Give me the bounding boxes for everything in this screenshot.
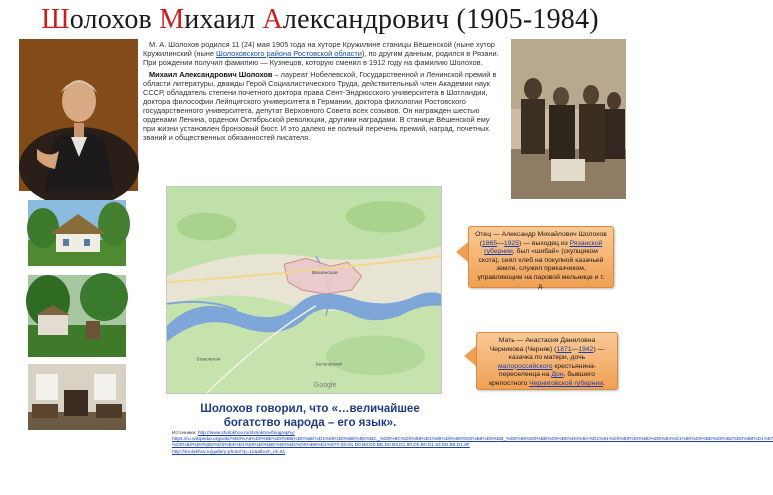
page-title <box>0 4 640 38</box>
map-label-2: Базковская <box>196 356 221 362</box>
sources-label: Источники: <box>172 431 198 436</box>
mother-birth-year-link[interactable]: 1871 <box>556 345 572 353</box>
ryazan-governorate-link[interactable]: Рязанской губернии <box>484 239 603 256</box>
source-link-3[interactable]: %D0%B0%D0%BD%D0%B4%D1%80%D0%BE%D0%B2%D0%B8%D1%87#.D0.91.D0.B8.D0.BE.D0.B3.D1.80.D0.B0.D1.84.D0.B8.D1.8F <box>172 443 470 449</box>
title-part-2: ихаил <box>184 4 263 35</box>
interior-photo <box>28 364 126 430</box>
intro-text <box>143 40 503 145</box>
title-initial-2: М <box>159 4 185 35</box>
father-info-box: Отец — Александр Михайлович Шолохов (1865—1925) — выходец из Рязанской губернии, был «шибай» (скупщиком скота), сеял хлеб на покупной казачьей земле, служил приказчиком, управляющим на паровой мельнице и т. д. <box>468 226 614 288</box>
author-name-bold: Михаил Александрович Шолохов <box>149 70 273 79</box>
portrait-photo <box>19 39 138 191</box>
district-link[interactable]: Шолоховского района Ростовской области <box>216 49 362 58</box>
family-photo <box>511 39 626 199</box>
yard-photo <box>28 275 126 357</box>
source-link-2[interactable]: https://ru.wikipedia.org/wiki/%D0%A8%D0%BE%D0%BB%D0%BE%D1%85%D0%BE%D0%B2,_%D0%9C%D0%B8%D1%85%D0%B0%D0%B8%D0%BB_%D0%90%D0%BB%D0%B5%D0%BA%D1%81%D0%B0%D0%BD%D0%B4%D1%80%D0%BE%D0%B2%D0%B8%D1%87 <box>172 437 773 443</box>
source-link-1[interactable]: http://www.sholokhov.ru/sholokhov/biography/ <box>197 431 295 436</box>
quote-text: Шолохов говорил, что «…величайшее богатство народа – его язык». <box>200 403 420 429</box>
title-initial-1: Ш <box>41 4 70 35</box>
title-part-1: олохов <box>69 4 160 35</box>
mother-death-year-link[interactable]: 1942 <box>578 345 594 353</box>
map-brand: Google <box>313 382 337 390</box>
map-town-label: Вешенская <box>311 271 338 277</box>
source-link-4[interactable]: http://sholokhov.ru/gallery-photo/?p=11&album_id=51 <box>172 449 286 455</box>
father-birth-year-link[interactable]: 1865 <box>481 239 498 247</box>
mother-info-box: Мать — Анастасия Даниловна Черникова (Черняк) (1871—1942) — казачка по матери, дочь малороссийского крестьянина-переселенца на Дон, бывшего крепостного Черниговской губернии. <box>476 332 618 390</box>
title-part-3: лександрович (1905-1984) <box>282 4 599 35</box>
museum-house-photo <box>28 200 126 266</box>
intro-paragraph-2: Михаил Александрович Шолохов – лауреат Нобелевской, Государственной и Ленинской премий в области литературы, дважды Герой Социалистического Труда, действительный член Академии наук СССР, обладатель степени почетного доктора права Сент-Эндрюсского университета в Шотландии, доктора философии Лейпцигского университета в Германии, доктора филологии Ростовского государственного университета, депутат Верховного Совета всех созывов. Он награжден шестью орденами Ленина, орденом Октябрьской революции, другими наградами. В станице Вёшенской ему при жизни установлен бронзовый бюст. И это далеко не полный перечень премий, наград, почетных званий и общественных обязанностей писателя. <box>143 70 497 142</box>
region-map[interactable] <box>166 186 442 394</box>
intro-paragraph-1: М. А. Шолохов родился 11 (24) мая 1905 года на хуторе Кружилине станицы Вёшенской (ныне хутор Кружилинский (ныне Шолоховского района Ростовской области), по другим данным, родился в Рязани. При рождении получил фамилию — Кузнецов, которую сменил в 1912 году на фамилию Шолохов. <box>143 40 499 67</box>
mother-box-arrow <box>464 346 476 366</box>
father-death-year-link[interactable]: 1925 <box>503 239 519 247</box>
don-link[interactable]: Дон <box>551 371 564 379</box>
map-label-3: Белогорский <box>315 361 342 367</box>
sources-block <box>172 431 773 456</box>
chernigov-governorate-link[interactable]: Черниговской губернии <box>529 379 604 387</box>
little-russian-link[interactable]: малороссийского <box>497 362 553 370</box>
title-initial-3: А <box>262 4 283 35</box>
father-box-arrow <box>456 242 468 262</box>
